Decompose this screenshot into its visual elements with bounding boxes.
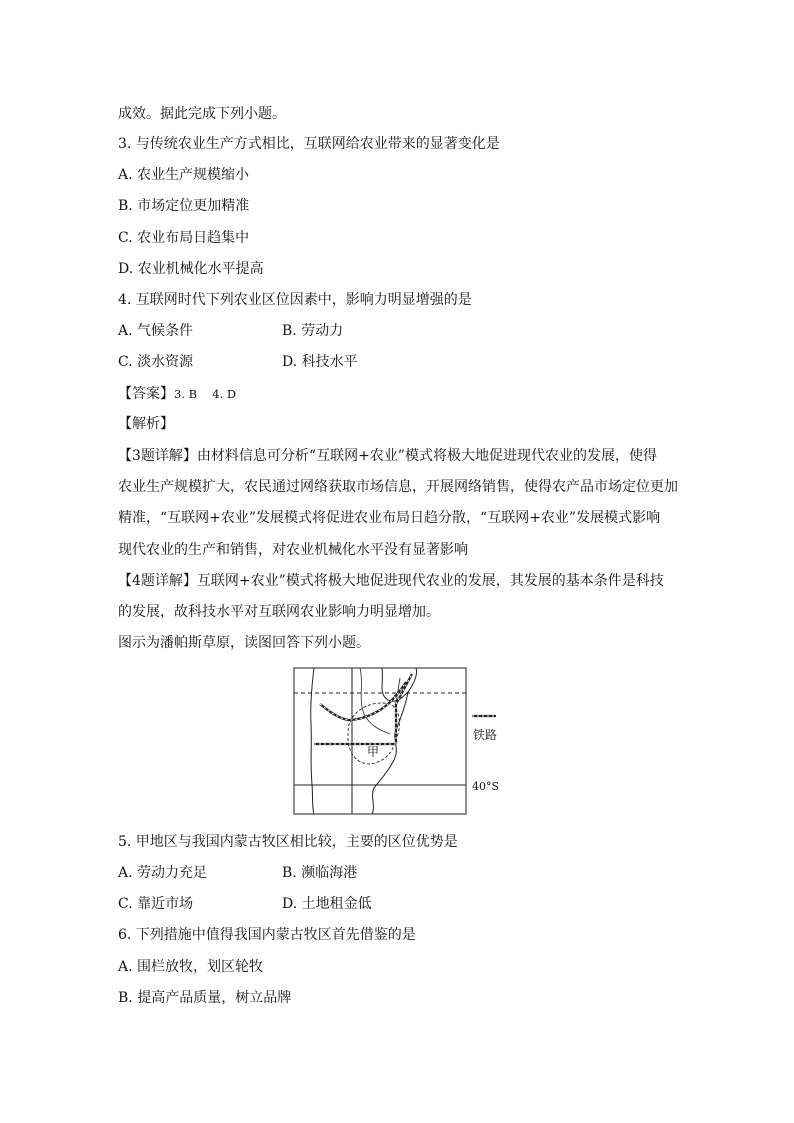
line-intro: 成效。据此完成下列小题。 <box>118 106 286 122</box>
detail-3-line-3: 精准，“互联网+农业”发展模式将促进农业布局日趋分散，“互联网+农业”发展模式影响 <box>118 510 661 526</box>
option-5d: D. 土地租金低 <box>282 896 372 912</box>
detail-3-line-1 <box>118 446 657 466</box>
detail-4-label: 【4题详解】 <box>118 573 197 589</box>
answer-label: 【答案】 <box>118 386 174 402</box>
option-4a: A. 气候条件 <box>118 323 194 339</box>
detail-4-text: 互联网+农业”模式将极大地促进现代农业的发展，其发展的基本条件是科技 <box>196 573 664 589</box>
question-5: 5. 甲地区与我国内蒙古牧区相比较，主要的区位优势是 <box>118 834 458 850</box>
question-6: 6. 下列措施中值得我国内蒙古牧区首先借鉴的是 <box>118 927 416 943</box>
detail-3-line-4: 现代农业的生产和销售，对农业机械化水平没有显著影响 <box>118 542 468 558</box>
detail-4-line-1 <box>118 571 664 591</box>
answer-line <box>118 384 236 404</box>
analysis-heading: 【解析】 <box>118 416 174 432</box>
detail-3-text: 由材料信息可分析“互联网+农业”模式将极大地促进现代农业的发展，使得 <box>196 448 657 464</box>
west-coastline <box>311 668 314 814</box>
question-3: 3. 与传统农业生产方式相比，互联网给农业带来的显著变化是 <box>118 136 500 152</box>
latitude-label: 40°S <box>472 780 500 793</box>
option-6b: B. 提高产品质量，树立品牌 <box>118 990 292 1006</box>
option-5b: B. 濒临海港 <box>282 865 358 881</box>
legend-label: 铁路 <box>473 728 498 742</box>
region-label: 甲 <box>367 745 380 759</box>
detail-3-line-2: 农业生产规模扩大，农民通过网络获取市场信息，开展网络销售，使得农产品市场定位更加 <box>118 479 678 495</box>
option-6a: A. 围栏放牧，划区轮牧 <box>118 959 264 975</box>
option-4c: C. 淡水资源 <box>118 354 194 370</box>
option-4d: D. 科技水平 <box>282 354 358 370</box>
map-frame <box>294 668 466 814</box>
detail-4-line-2: 的发展，故科技水平对互联网农业影响力明显增加。 <box>118 604 440 620</box>
map-intro: 图示为潘帕斯草原，读图回答下列小题。 <box>118 635 370 651</box>
option-5a: A. 劳动力充足 <box>118 865 208 881</box>
river <box>360 668 390 734</box>
question-4: 4. 互联网时代下列农业区位因素中，影响力明显增强的是 <box>118 292 472 308</box>
detail-3-label: 【3题详解】 <box>118 448 197 464</box>
option-4b: B. 劳动力 <box>282 323 344 339</box>
option-3b: B. 市场定位更加精准 <box>118 198 250 214</box>
option-3c: C. 农业布局日趋集中 <box>118 230 250 246</box>
east-coastline <box>372 668 417 814</box>
pampas-map <box>290 664 520 816</box>
answer-text: 3. B 4. D <box>174 387 237 401</box>
option-3d: D. 农业机械化水平提高 <box>118 261 264 277</box>
option-5c: C. 靠近市场 <box>118 896 194 912</box>
option-3a: A. 农业生产规模缩小 <box>118 167 250 183</box>
